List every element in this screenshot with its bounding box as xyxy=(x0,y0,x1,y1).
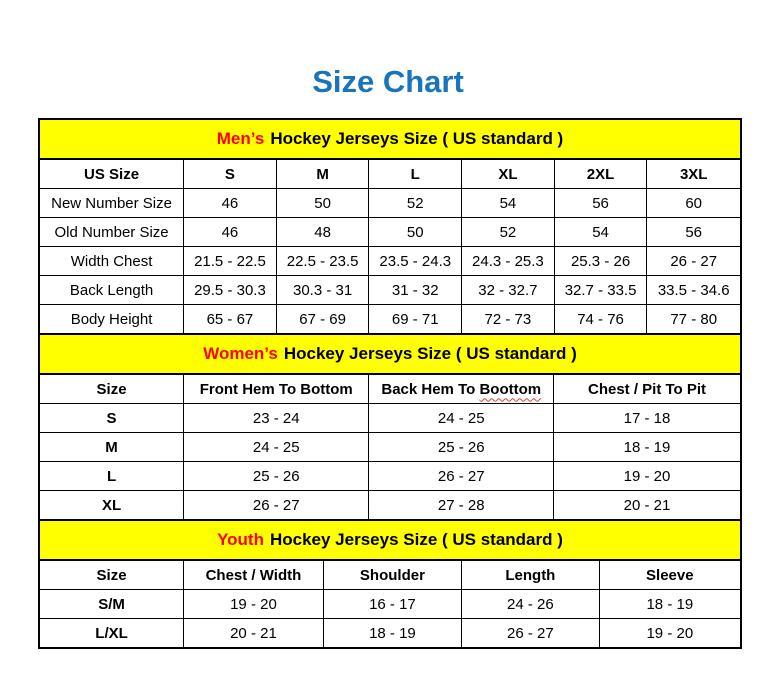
size-value-cell: 24 - 25 xyxy=(184,433,369,462)
size-value-cell: 33.5 - 34.6 xyxy=(647,276,741,305)
table-row xyxy=(39,433,741,462)
misspelled-word: Boottom xyxy=(479,380,542,398)
size-value-cell: 48 xyxy=(276,218,369,247)
size-value-cell: 26 - 27 xyxy=(369,462,554,491)
size-value-cell: 50 xyxy=(276,189,369,218)
size-value-cell: 56 xyxy=(554,189,647,218)
row-label: Width Chest xyxy=(39,247,184,276)
youth-size-table xyxy=(38,559,742,649)
column-header: M xyxy=(276,159,369,189)
size-value-cell: 25.3 - 26 xyxy=(554,247,647,276)
size-value-cell: 23 - 24 xyxy=(184,404,369,433)
column-header: 3XL xyxy=(647,159,741,189)
section-group-label: Women’s xyxy=(203,344,278,363)
size-value-cell: 32.7 - 33.5 xyxy=(554,276,647,305)
size-value-cell: 23.5 - 24.3 xyxy=(369,247,462,276)
row-label: L xyxy=(39,462,184,491)
size-value-cell: 56 xyxy=(647,218,741,247)
size-value-cell: 29.5 - 30.3 xyxy=(184,276,277,305)
row-label: L/XL xyxy=(39,619,184,649)
size-value-cell: 32 - 32.7 xyxy=(462,276,555,305)
table-row xyxy=(39,462,741,491)
size-value-cell: 60 xyxy=(647,189,741,218)
column-header: US Size xyxy=(39,159,184,189)
section-title-text: Hockey Jerseys Size ( US standard ) xyxy=(283,344,577,363)
size-value-cell: 21.5 - 22.5 xyxy=(184,247,277,276)
size-value-cell: 27 - 28 xyxy=(369,491,554,521)
size-value-cell: 20 - 21 xyxy=(184,619,324,649)
table-row xyxy=(39,218,741,247)
size-value-cell: 16 - 17 xyxy=(323,590,461,619)
size-value-cell: 18 - 19 xyxy=(554,433,741,462)
table-row xyxy=(39,404,741,433)
column-header: L xyxy=(369,159,462,189)
size-value-cell: 65 - 67 xyxy=(184,305,277,335)
size-value-cell: 18 - 19 xyxy=(599,590,741,619)
column-header: Front Hem To Bottom xyxy=(184,374,369,404)
section-title-text: Hockey Jerseys Size ( US standard ) xyxy=(269,530,563,549)
column-header: Shoulder xyxy=(323,560,461,590)
section-title-text: Hockey Jerseys Size ( US standard ) xyxy=(270,129,564,148)
size-value-cell: 26 - 27 xyxy=(647,247,741,276)
row-label: M xyxy=(39,433,184,462)
column-header xyxy=(369,374,554,404)
section-group-label: Youth xyxy=(217,530,264,549)
column-header: Length xyxy=(462,560,600,590)
size-value-cell: 20 - 21 xyxy=(554,491,741,521)
size-value-cell: 52 xyxy=(369,189,462,218)
womens-header-band xyxy=(38,333,742,375)
column-header: Chest / Width xyxy=(184,560,324,590)
table-row xyxy=(39,305,741,335)
size-value-cell: 19 - 20 xyxy=(599,619,741,649)
column-header: Sleeve xyxy=(599,560,741,590)
table-row xyxy=(39,491,741,521)
size-value-cell: 24 - 25 xyxy=(369,404,554,433)
mens-header-band xyxy=(38,118,742,160)
size-value-cell: 25 - 26 xyxy=(369,433,554,462)
column-header: 2XL xyxy=(554,159,647,189)
size-value-cell: 30.3 - 31 xyxy=(276,276,369,305)
header-row xyxy=(39,159,741,189)
row-label: S/M xyxy=(39,590,184,619)
size-value-cell: 25 - 26 xyxy=(184,462,369,491)
column-header: Size xyxy=(39,560,184,590)
table-row xyxy=(39,590,741,619)
size-value-cell: 22.5 - 23.5 xyxy=(276,247,369,276)
size-value-cell: 54 xyxy=(554,218,647,247)
size-value-cell: 54 xyxy=(462,189,555,218)
size-value-cell: 26 - 27 xyxy=(462,619,600,649)
size-chart-tables xyxy=(38,118,742,649)
size-value-cell: 52 xyxy=(462,218,555,247)
column-header-text: Back Hem To xyxy=(381,380,480,398)
womens-size-table xyxy=(38,373,742,521)
size-value-cell: 24 - 26 xyxy=(462,590,600,619)
column-header: Chest / Pit To Pit xyxy=(554,374,741,404)
column-header: Size xyxy=(39,374,184,404)
size-value-cell: 67 - 69 xyxy=(276,305,369,335)
page-title: Size Chart xyxy=(312,64,464,99)
size-value-cell: 69 - 71 xyxy=(369,305,462,335)
row-label: Back Length xyxy=(39,276,184,305)
row-label: Body Height xyxy=(39,305,184,335)
size-value-cell: 17 - 18 xyxy=(554,404,741,433)
size-value-cell: 19 - 20 xyxy=(184,590,324,619)
row-label: New Number Size xyxy=(39,189,184,218)
row-label: XL xyxy=(39,491,184,521)
table-row xyxy=(39,619,741,649)
mens-size-table xyxy=(38,158,742,335)
section-mens xyxy=(38,118,742,335)
size-value-cell: 77 - 80 xyxy=(647,305,741,335)
header-row xyxy=(39,560,741,590)
table-row xyxy=(39,247,741,276)
row-label: Old Number Size xyxy=(39,218,184,247)
size-value-cell: 26 - 27 xyxy=(184,491,369,521)
size-value-cell: 18 - 19 xyxy=(323,619,461,649)
table-row xyxy=(39,276,741,305)
size-value-cell: 50 xyxy=(369,218,462,247)
column-header: S xyxy=(184,159,277,189)
table-row xyxy=(39,189,741,218)
youth-header-band xyxy=(38,519,742,561)
size-value-cell: 46 xyxy=(184,189,277,218)
column-header: XL xyxy=(462,159,555,189)
size-value-cell: 24.3 - 25.3 xyxy=(462,247,555,276)
size-value-cell: 72 - 73 xyxy=(462,305,555,335)
row-label: S xyxy=(39,404,184,433)
section-womens xyxy=(38,333,742,521)
size-value-cell: 31 - 32 xyxy=(369,276,462,305)
section-youth xyxy=(38,519,742,649)
section-group-label: Men’s xyxy=(216,129,265,148)
header-row xyxy=(39,374,741,404)
size-value-cell: 19 - 20 xyxy=(554,462,741,491)
size-value-cell: 46 xyxy=(184,218,277,247)
size-value-cell: 74 - 76 xyxy=(554,305,647,335)
